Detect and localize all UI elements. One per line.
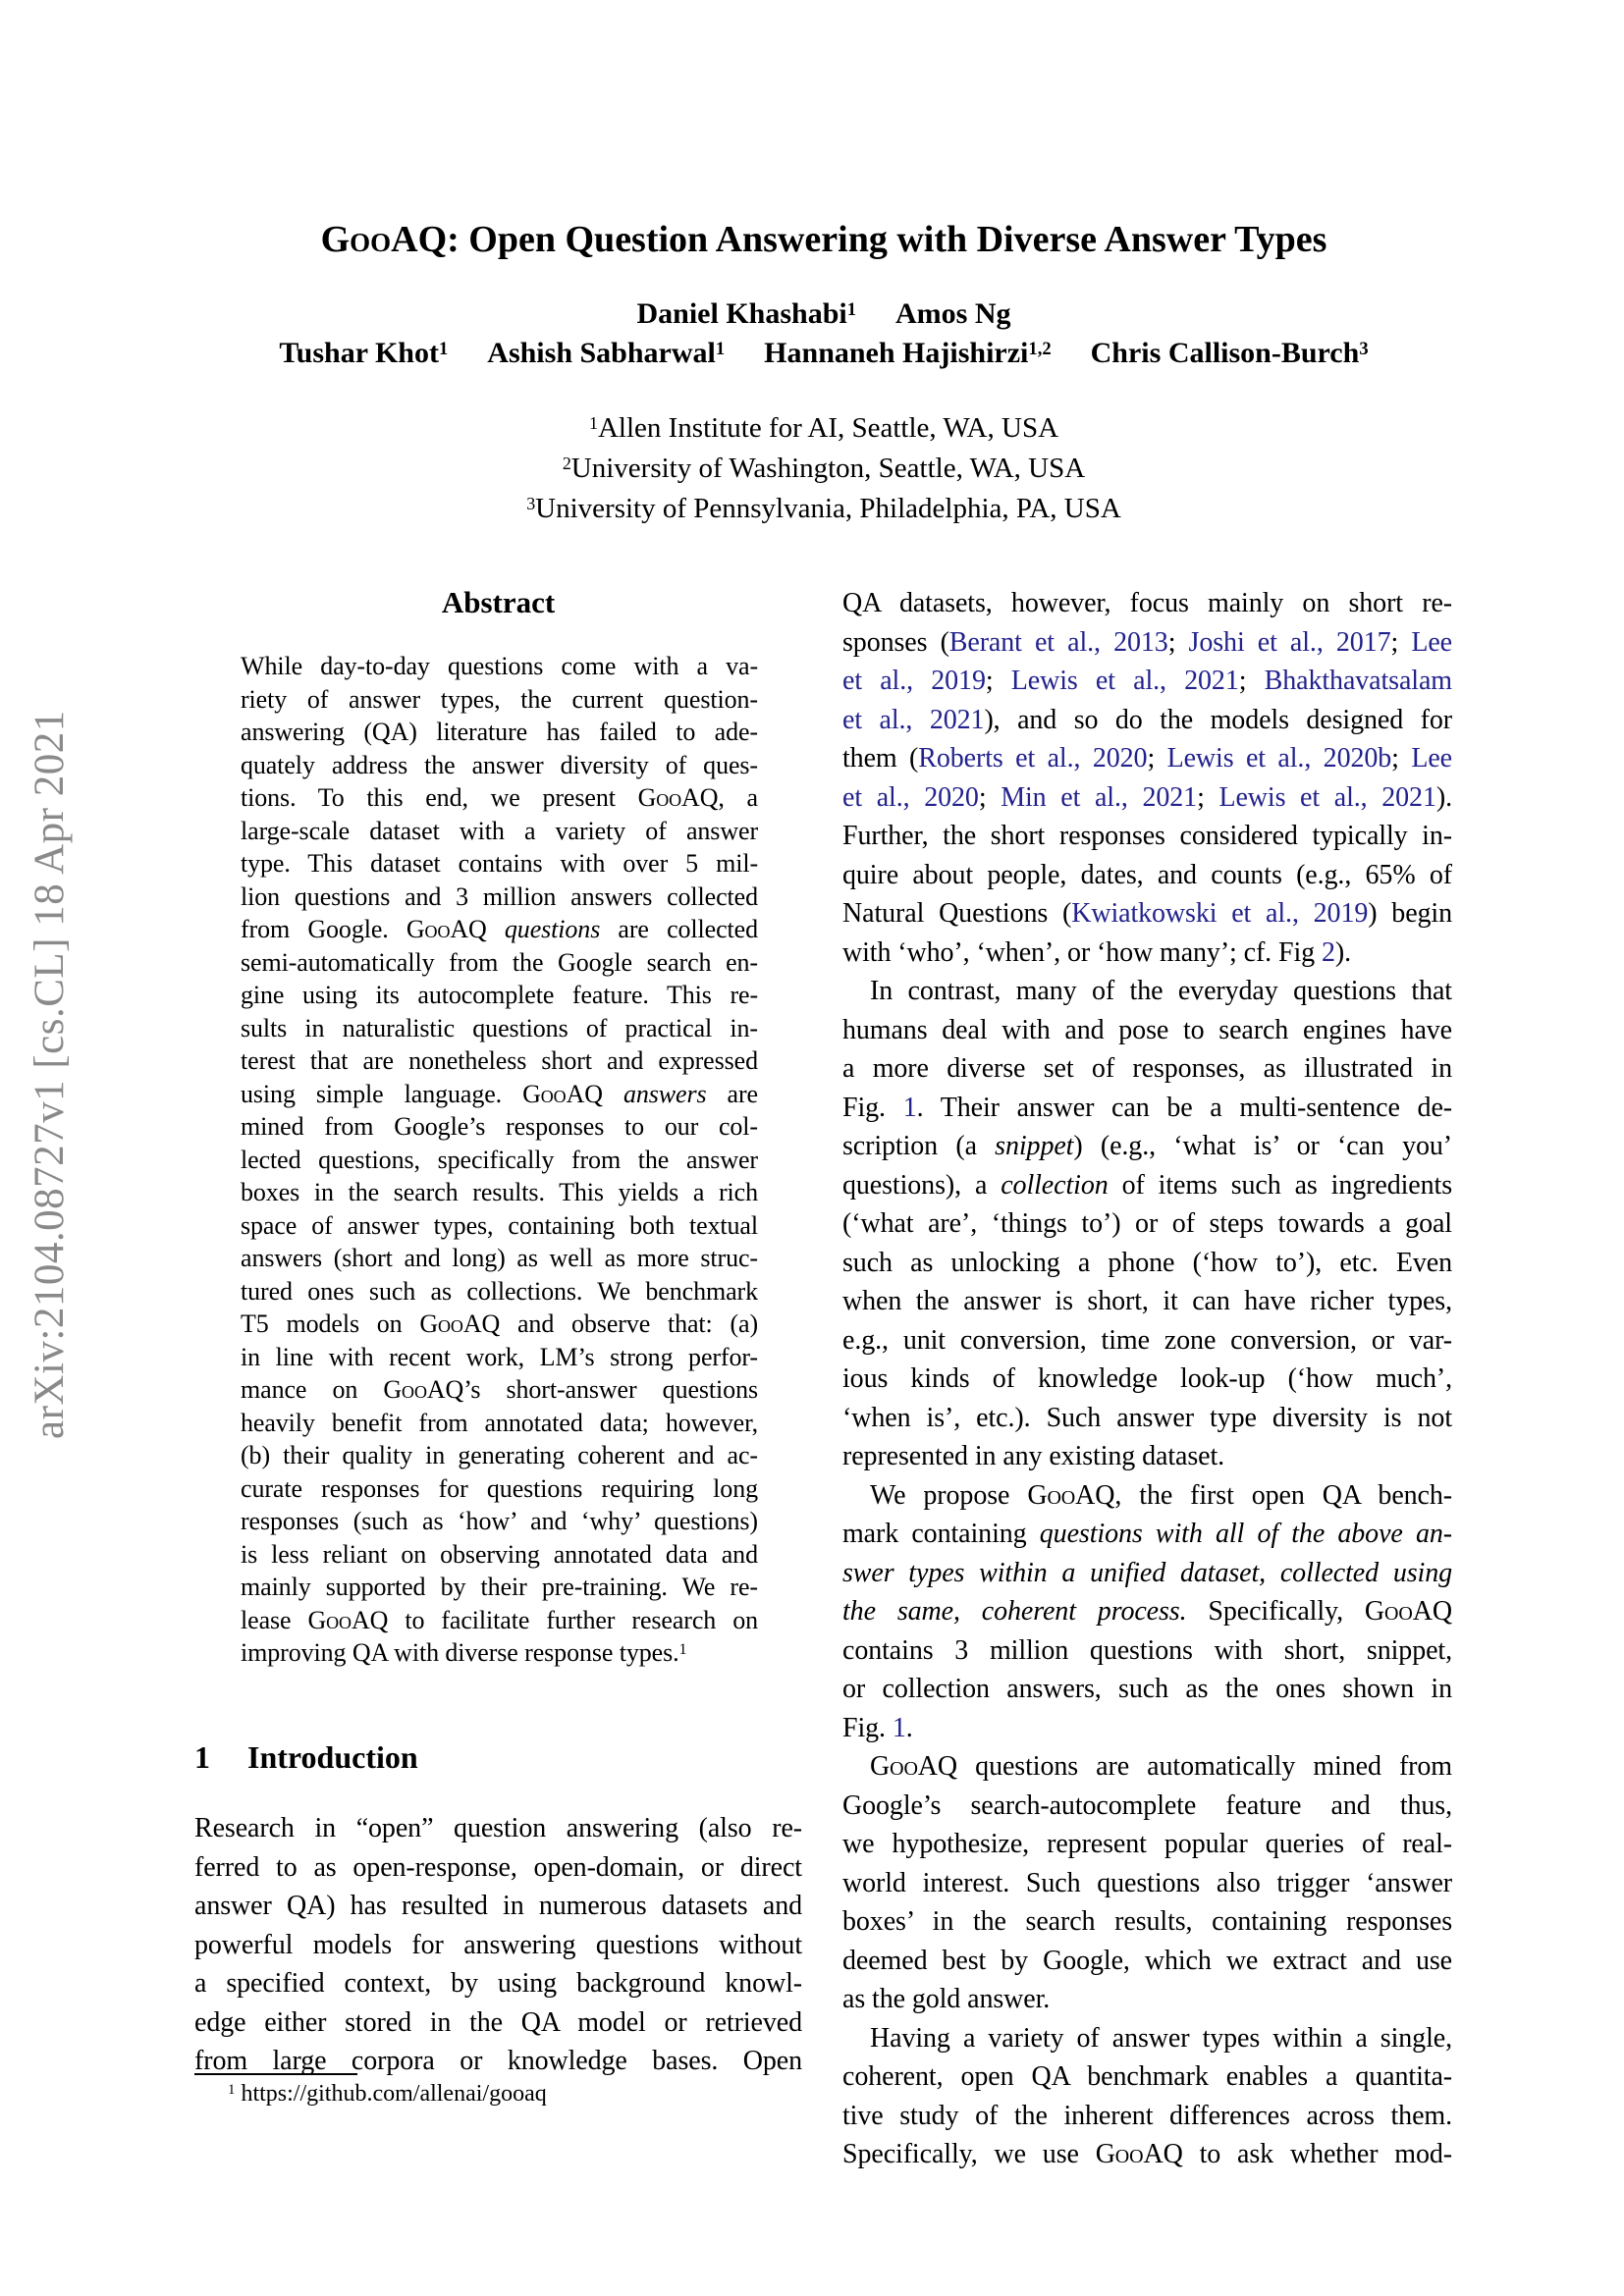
superscript: 1 [846,298,857,320]
gooaq-wordmark: GooAQ [870,1751,958,1782]
section-title: Introduction [247,1739,418,1775]
text-segment: ; [1167,626,1189,658]
text-segment: ferred to as open-response, open-domain, or direct [194,1851,802,1883]
superscript: 1 [678,1640,687,1658]
text-segment: Daniel Khashabi [636,297,847,330]
text-segment: responses (such as ‘how’ and ‘why’ questions) [241,1507,758,1535]
text-segment: Further, the short responses considered typically in- [842,821,1452,851]
text-segment: large-scale dataset with a variety of answer [241,816,758,845]
text-segment: edge either stored in the QA model or retrieved [194,2006,802,2038]
text-line [842,856,1452,895]
text-segment: powerful models for answering questions without [194,1929,802,1960]
citation-link[interactable]: Roberts et al., 2020 [918,743,1148,774]
superscript: 1 [588,412,598,433]
gooaq-wordmark: GooAQ [637,783,719,812]
citation-link[interactable]: Lee [1411,626,1452,658]
text-line [241,683,758,717]
text-line [241,1242,758,1275]
italic-text: answers [623,1079,707,1108]
text-segment: e.g., unit conversion, time zone conversion, or var- [842,1324,1452,1356]
text-line [842,1321,1452,1361]
text-segment: (b) their quality in generating coherent and ac- [241,1441,758,1469]
text-segment: ). [1334,936,1351,968]
text-segment: ), and so do the models designed for [984,704,1452,735]
text-segment: tured ones such as collections. We benchmark [241,1276,758,1306]
text-segment: deemed best by Google, which we extract and use [842,1945,1452,1976]
text-line [842,2135,1452,2174]
text-line [842,662,1452,701]
text-segment: Allen Institute for AI, Seattle, WA, USA [597,412,1059,444]
paper-title [194,218,1453,261]
text-segment: lected questions, specifically from the answer [241,1145,758,1174]
text-segment: with ‘who’, ‘when’, or ‘how many’; cf. Fig [842,936,1322,968]
authors-line-2 [194,337,1453,370]
text-line [241,1341,758,1374]
text-line [842,739,1452,778]
text-line [241,1209,758,1243]
text-line [842,1980,1452,2019]
text-segment: answer QA) has resulted in numerous datasets and [194,1891,802,1921]
citation-link[interactable]: 2 [1321,936,1335,968]
text-line [842,1515,1452,1554]
text-segment: to ask whether mod- [1182,2139,1452,2169]
text-line [241,1176,758,1209]
text-segment: ; [978,781,1001,813]
gooaq-wordmark: GooAQ [419,1309,501,1338]
text-segment: from large corpora or knowledge bases. Open [194,2046,802,2076]
text-line [842,1360,1452,1399]
citation-link[interactable]: Berant et al., 2013 [948,626,1168,658]
text-segment: Research in “open” question answering (also re- [194,1813,802,1843]
text-line [842,1554,1452,1593]
section-heading-introduction [194,1739,418,1776]
text-segment: Fig. [842,1092,903,1123]
text-segment: lion questions and 3 million answers collected [241,881,758,911]
text-line [842,1127,1452,1166]
text-segment: answering (QA) literature has failed to ade- [241,718,758,746]
text-segment: improving QA with diverse response types. [241,1638,679,1667]
citation-link[interactable]: Joshi et al., 2017 [1188,626,1391,658]
text-segment: Natural Questions ( [842,898,1072,929]
italic-text: snippet [995,1131,1074,1161]
text-segment: tions. To this end, we present [241,783,638,812]
text-segment: T5 models on [241,1309,420,1338]
superscript: 1,2 [1028,338,1052,359]
gooaq-wordmark: GooAQ [307,1605,389,1634]
text-segment: type. This dataset contains with over 5 mil- [241,849,758,878]
text-segment: them ( [842,743,919,774]
text-line [241,1044,758,1078]
text-segment: ; [1147,743,1167,774]
superscript: 3 [1359,338,1369,359]
text-segment: and observe that: (a) [500,1309,758,1338]
text-segment: Tushar Khot [279,337,439,369]
text-line [842,972,1452,1011]
text-line [842,1631,1452,1671]
text-line [241,1012,758,1045]
text-line [194,2003,802,2043]
text-segment: riety of answer types, the current question- [241,684,758,714]
text-line [842,1670,1452,1709]
gooaq-wordmark: GooAQ [383,1375,464,1404]
section-number: 1 [194,1739,210,1775]
text-segment: gine using its autocomplete feature. This re- [241,981,758,1009]
text-segment: sponses ( [842,626,949,658]
text-line [194,1887,802,1926]
text-segment: ious kinds of knowledge look-up (‘how much’, [842,1363,1452,1394]
text-line [842,1049,1452,1089]
text-line [241,847,758,881]
text-segment: quire about people, dates, and counts (e.g., 65% of [842,859,1452,890]
italic-text: the same, coherent process. [842,1596,1187,1627]
text-segment: Ashish Sabharwal [487,337,716,369]
text-line [241,1571,758,1604]
text-segment: quately address the answer diversity of ques- [241,750,758,779]
text-segment: , a [718,783,758,812]
text-line [842,1476,1452,1516]
text-segment: answers (short and long) as well as more struc- [241,1244,758,1272]
text-segment: ) begin [1368,898,1452,929]
text-line [241,1407,758,1440]
text-line [241,913,758,946]
text-segment: coherent, open QA benchmark enables a quantita- [842,2061,1452,2092]
text-line [241,781,758,815]
affiliation-line [194,449,1453,489]
text-line [241,1110,758,1144]
footnote-rule [194,2073,357,2075]
citation-link[interactable]: Lee [1411,743,1452,774]
abstract-text [241,650,758,1670]
text-segment: Amos Ng [895,297,1011,330]
text-line [842,934,1452,973]
citation-link[interactable]: Lewis et al., 2021 [1010,666,1239,696]
right-column-text [842,584,1452,2174]
text-line [241,1538,758,1572]
text-segment: questions), a [842,1169,1001,1201]
text-segment: mark containing [842,1519,1040,1549]
superscript: 1 [438,338,449,359]
text-segment: ; [1391,743,1412,774]
text-line [842,817,1452,856]
citation-link[interactable]: 1 [902,1092,917,1123]
superscript: 3 [526,493,536,513]
citation-link[interactable]: et al., 2019 [842,666,986,696]
text-line [241,716,758,749]
gooaq-wordmark: GooAQ [406,915,487,943]
text-line [842,1825,1452,1864]
italic-text: swer types within a unified dataset, collected using [842,1557,1452,1588]
text-segment: boxes’ in the search results, containing responses [842,1906,1452,1937]
superscript: 1 [228,2082,236,2099]
text-segment: Fig. [842,1712,893,1743]
text-line [241,881,758,914]
text-segment: ; [985,666,1011,696]
text-segment: ). [1435,781,1452,813]
text-line [194,1809,802,1848]
text-segment: University of Pennsylvania, Philadelphia, PA, USA [535,493,1121,524]
text-segment: heavily benefit from annotated data; however, [241,1408,758,1437]
text-line [842,1399,1452,1438]
citation-link[interactable]: Min et al., 2021 [1001,781,1198,813]
gooaq-wordmark: GooAQ [1364,1596,1452,1627]
text-segment: represented in any existing dataset. [842,1441,1225,1471]
text-segment: ) (e.g., ‘what is’ or ‘can you’ [1073,1131,1452,1161]
affiliation-line [194,489,1453,529]
text-line [842,894,1452,934]
text-segment: Hannaneh Hajishirzi [764,337,1029,369]
text-segment: or collection answers, such as the ones shown in [842,1674,1452,1704]
text-line [842,1864,1452,1903]
text-segment: terest that are nonetheless short and expressed [241,1046,758,1075]
text-line [241,1275,758,1308]
text-line [241,1604,758,1637]
text-segment: lease [241,1605,308,1634]
italic-text: collection [1001,1169,1109,1201]
text-line [241,749,758,782]
text-line [842,778,1452,818]
affiliation-line [194,408,1453,449]
text-segment: mainly supported by their pre-training. We re- [241,1573,758,1601]
text-segment: ; [1197,781,1219,813]
text-segment: when the answer is short, it can have richer types, [842,1286,1452,1316]
text-segment: While day-to-day questions come with a va- [241,652,758,680]
text-line [241,1144,758,1177]
superscript: 2 [562,453,571,473]
text-segment: Having a variety of answer types within a single, [870,2022,1452,2054]
text-segment: humans deal with and pose to search engines have [842,1014,1452,1045]
text-segment: contains 3 million questions with short, snippet, [842,1634,1452,1666]
text-segment: tive study of the inherent differences across them. [842,2100,1452,2131]
authors-line-1 [194,297,1453,331]
introduction-text [194,1809,802,2081]
text-segment: are collected [600,915,758,943]
text-line [241,1373,758,1407]
text-line [241,1308,758,1341]
text-line [241,650,758,683]
text-segment: questions are automatically mined from [957,1751,1452,1782]
text-segment: QA datasets, however, focus mainly on short re- [842,588,1452,618]
text-segment: space of answer types, containing both textual [241,1210,758,1240]
text-segment: Specifically, we use [842,2139,1096,2169]
abstract-heading: Abstract [441,585,556,619]
citation-link[interactable]: Lewis et al., 2021 [1218,781,1436,813]
text-segment: mance on [241,1375,384,1404]
text-line [842,701,1452,740]
text-line [842,1747,1452,1787]
citation-link[interactable]: Lewis et al., 2020b [1166,743,1392,774]
text-line [241,946,758,980]
text-line [842,1787,1452,1826]
text-line [241,815,758,848]
text-segment: a specified context, by using background knowl- [194,1968,802,1999]
text-line [241,1472,758,1506]
text-segment: semi-automatically from the Google search en- [241,947,758,977]
text-segment: curate responses for questions requiring long [241,1473,758,1503]
text-segment: University of Washington, Seattle, WA, USA [570,453,1086,484]
text-line [842,1902,1452,1942]
text-segment: from Google. [241,915,406,943]
superscript: 1 [715,338,726,359]
text-line [194,1848,802,1888]
citation-link[interactable]: et al., 2021 [842,704,985,735]
citation-link[interactable]: 1 [892,1712,906,1743]
text-line [241,1439,758,1472]
text-segment [487,915,505,943]
text-line [842,1282,1452,1321]
text-segment: of items such as ingredients [1108,1169,1452,1201]
citation-link[interactable]: et al., 2020 [842,781,979,813]
text-segment: ’s short-answer questions [463,1375,758,1404]
text-segment: ; [1390,626,1412,658]
text-line [241,1636,758,1670]
affiliations [194,408,1453,529]
text-segment: , the first open QA bench- [1114,1479,1452,1511]
text-segment: such as unlocking a phone (‘how to’), etc. Even [842,1247,1452,1278]
text-segment: : Open Question Answering with Diverse Answer Types [447,219,1327,260]
text-segment: as the gold answer. [842,1984,1051,2014]
gooaq-wordmark: GooAQ [1095,2139,1183,2169]
text-line [241,1505,758,1538]
text-segment: a more diverse set of responses, as illustrated in [842,1053,1452,1084]
text-line [842,584,1452,623]
text-line [842,2097,1452,2136]
text-segment: boxes in the search results. This yields a rich [241,1178,758,1206]
text-line [842,2019,1452,2058]
citation-link[interactable]: Kwiatkowski et al., 2019 [1071,898,1369,929]
text-line [842,1437,1452,1476]
text-line [842,1592,1452,1631]
text-segment: are [706,1079,758,1108]
citation-link[interactable]: Bhakthavatsalam [1264,666,1452,696]
text-line [842,1089,1452,1128]
text-segment: is less reliant on observing annotated data and [241,1539,758,1569]
text-segment: Chris Callison-Burch [1090,337,1360,369]
text-segment: using simple language. [241,1079,523,1108]
text-segment: Specifically, [1186,1596,1365,1627]
text-segment: ‘when is’, etc.). Such answer type diversity is not [842,1402,1452,1433]
text-segment [603,1080,623,1108]
text-line [194,1926,802,1965]
text-segment: in line with recent work, LM’s strong perfor- [241,1342,758,1371]
text-segment: (‘what are’, ‘things to’) or of steps towards a goal [842,1208,1452,1239]
text-segment: to facilitate further research on [388,1605,758,1634]
gooaq-wordmark: GooAQ [320,219,448,260]
text-segment: In contrast, many of the everyday questions that [870,976,1452,1006]
text-line [842,2057,1452,2097]
text-line [842,1942,1452,1981]
text-segment: scription (a [842,1131,996,1161]
footnote [194,2081,802,2108]
text-line [241,979,758,1012]
text-segment: sults in naturalistic questions of practical in- [241,1013,758,1042]
gooaq-wordmark: GooAQ [1027,1479,1115,1511]
text-segment: we hypothesize, represent popular queries of real- [842,1829,1452,1859]
text-line [842,1244,1452,1283]
text-segment: mined from Google’s responses to our col- [241,1112,758,1141]
footnote-url-link[interactable]: https://github.com/allenai/gooaq [241,2081,547,2107]
text-line [842,1166,1452,1205]
text-line [241,1078,758,1111]
text-line [842,623,1452,663]
text-segment: We propose [870,1479,1028,1511]
text-segment: . Their answer can be a multi-sentence de- [916,1092,1452,1123]
text-segment: ; [1238,666,1265,696]
text-segment: world interest. Such questions also trigger ‘answer [842,1867,1452,1898]
text-segment: . [905,1712,913,1743]
italic-text: questions [504,915,601,943]
gooaq-wordmark: GooAQ [522,1079,603,1108]
text-line [842,1709,1452,1748]
text-segment: Google’s search-autocomplete feature and thus, [842,1789,1452,1821]
text-line [842,1011,1452,1050]
text-line [194,1964,802,2003]
text-line [842,1204,1452,1244]
italic-text: questions with all of the above an- [1039,1519,1452,1549]
arxiv-watermark: arXiv:2104.08727v1 [cs.CL] 18 Apr 2021 [27,710,73,1439]
